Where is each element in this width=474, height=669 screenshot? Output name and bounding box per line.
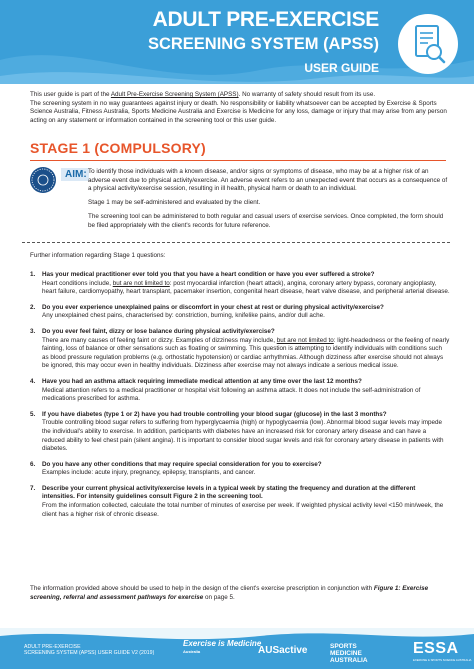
question-item	[30, 378, 450, 404]
essa-logo	[413, 640, 471, 662]
closing-note	[30, 585, 450, 602]
question-number: 2.	[30, 303, 36, 311]
question-body-underlined: but are not limited to	[276, 336, 334, 344]
question-item	[30, 411, 450, 454]
logo-sma-line-2: MEDICINE	[330, 650, 362, 657]
figure-1-reference: Figure 1: Exercise screening, referral and assessment pathways for exercise	[30, 585, 429, 601]
question-body-text: Heart conditions include,	[42, 279, 113, 287]
logo-sma-line-3: AUSTRALIA	[330, 657, 368, 664]
question-body-text: Trouble controlling blood sugar refers to suffering from hyperglycaemia (high) or hypoglycaemia (low). Abnormal blood sugar levels may impede the individual's ability to exercise. In addition, participants with diabetes have an increased risk for coronary artery disease and can have a reduced ability to feel chest pain (silent angina). It is important to consider blood sugar levels and risk for coronary artery disease in patients with diabetes.	[42, 419, 444, 453]
dashed-separator	[22, 242, 450, 243]
question-body	[42, 280, 450, 297]
question-item	[30, 304, 450, 321]
intro-disclaimer	[30, 91, 450, 125]
aim-label: AIM:	[61, 168, 89, 181]
question-body-text-after: : light-headedness or the feeling of nearly fainting, loss of balance or other sensations such as floating or swimming. This question is attempting to identify individuals with conditions such as blood pressure regulation problems (e.g. orthostatic hypotension) or cardiac arrhythmias. Although dizziness after exercise should not always be ignored, this may occur even in healthy individuals. Dizziness after exercise may not always indicate a serious medical issue.	[42, 336, 450, 370]
aim-paragraph-3: The screening tool can be administered to both regular and casual users of exercise services. Once completed, the form should be filed appropriately with the client's records for future reference.	[88, 212, 444, 229]
question-body-text: Any unexplained chest pains, characterised by: constriction, burning, knifelike pains, and/or dull ache.	[42, 312, 325, 320]
aim-paragraph-1: To identify those individuals with a known disease, and/or signs or symptoms of disease, who may be at a higher risk of an adverse event due to physical activity/exercise. An adverse event refers to an unexpected event that occurs as a consequence of a physical activity/exercise session, resulting in ill health, physical harm or death to an individual.	[88, 168, 448, 193]
title-line-2: SCREENING SYSTEM (APSS)	[147, 35, 379, 53]
question-body-text-after: : post myocardial infarction (heart attack), angina, coronary artery bypass, coronary angioplasty, heart failure, cardiomyopathy, heart transplant, pacemaker insertion, congenital heart disease, heart valve disease, and peripheral arterial disease.	[42, 279, 450, 296]
question-title: Do you ever feel faint, dizzy or lose balance during physical activity/exercise?	[42, 327, 275, 335]
title-line-1: ADULT PRE-EXERCISE	[152, 8, 379, 31]
aim-description	[88, 168, 448, 235]
heading-divider	[30, 160, 446, 161]
question-number: 3.	[30, 327, 36, 335]
closing-text-before: The information provided above should be used to help in the design of the client's exercise prescription in conjunction with	[30, 585, 374, 592]
question-title: Describe your current physical activity/exercise levels in a typical week by stating the frequency and duration at the different intensities. For intensity guidelines consult Figure 2 in the screening tool.	[42, 484, 416, 501]
intro-text-before: This user guide is part of the	[30, 91, 111, 98]
stage-1-heading: STAGE 1 (COMPULSORY)	[30, 140, 206, 156]
logo-eim-name: Exercise is Medicine	[183, 639, 262, 648]
question-title: Has your medical practitioner ever told you that you have a heart condition or have you ever suffered a stroke?	[42, 271, 375, 278]
question-body	[42, 419, 450, 453]
question-number: 4.	[30, 377, 36, 385]
question-body	[42, 337, 450, 371]
question-item	[30, 485, 450, 519]
further-info-heading: Further information regarding Stage 1 questions:	[30, 252, 166, 259]
logo-essa-sub: EXERCISE & SPORTS SCIENCE AUSTRALIA	[413, 658, 472, 662]
aim-paragraph-2: Stage 1 may be self-administered and evaluated by the client.	[88, 199, 261, 207]
question-item	[30, 328, 450, 371]
question-body-text: There are many causes of feeling faint or dizzy. Examples of dizziness may include,	[42, 336, 277, 344]
footer-line-2: SCREENING SYSTEM (APSS) USER GUIDE V2 (2019)	[24, 650, 155, 657]
logo-eim-sub: Australia	[183, 649, 201, 654]
sports-medicine-australia-logo	[330, 643, 368, 664]
document-search-icon	[398, 14, 458, 74]
question-body-text: Examples include: acute injury, pregnancy, epilepsy, transplants, and cancer.	[42, 469, 256, 477]
logo-sma-line-1: SPORTS	[330, 643, 357, 650]
question-title: If you have diabetes (type 1 or 2) have you had trouble controlling your blood sugar (glucose) in the last 3 months?	[42, 410, 387, 418]
footer-document-title	[24, 644, 154, 657]
footer-line-1: ADULT PRE-EXERCISE	[24, 644, 81, 650]
question-body-text: From the information collected, calculate the total number of minutes of exercise per week. If weighted physical activity level <150 min/week, the client has a higher risk of chronic disease.	[42, 502, 444, 518]
question-number: 1.	[30, 271, 36, 278]
logo-essa-name: ESSA	[413, 640, 459, 657]
question-item	[30, 461, 450, 478]
question-number: 7.	[30, 484, 36, 492]
exercise-is-medicine-logo	[183, 640, 261, 656]
apss-link[interactable]: Adult Pre-Exercise Screening System (APSS)	[110, 91, 239, 98]
question-number: 6.	[30, 460, 36, 468]
title-line-3: USER GUIDE	[304, 61, 379, 75]
question-body	[42, 469, 450, 478]
question-number: 5.	[30, 410, 36, 418]
ausactive-logo: AUSactive	[258, 645, 308, 656]
intro-text-after: . No warranty of safety should result from its use.	[238, 91, 376, 98]
exercise-is-medicine-badge-icon	[30, 167, 56, 193]
question-title: Do you ever experience unexplained pains or discomfort in your chest at rest or during physical activity/exercise?	[42, 303, 384, 311]
question-item	[30, 271, 450, 297]
question-body	[42, 312, 450, 321]
question-title: Do you have any other conditions that may require special consideration for you to exercise?	[42, 460, 322, 468]
question-body	[42, 502, 450, 519]
question-body-text: Medical attention refers to a medical practitioner or hospital visit following an asthma attack. It does not include the self-administration of medications prescribed for asthma.	[42, 386, 421, 403]
question-list	[30, 271, 450, 526]
question-body	[42, 387, 450, 404]
header-banner	[0, 0, 474, 84]
footer-banner	[0, 628, 474, 669]
question-title: Have you had an asthma attack requiring immediate medical attention at any time over the last 12 months?	[42, 377, 362, 385]
closing-text-after: on page 5.	[203, 593, 235, 601]
liability-disclaimer: The screening system in no way guarantees against injury or death. No responsibility or liability whatsoever can be accepted by Exercise & Sports Science Australia, Fitness Australia, Sports Medicine Australia and Exercise is Medicine for any loss, damage or injury that may arise from any person acting on any statement or information contained in the screening tool or this user guide.	[30, 99, 447, 124]
question-body-underlined: but are not limited to	[112, 279, 170, 287]
